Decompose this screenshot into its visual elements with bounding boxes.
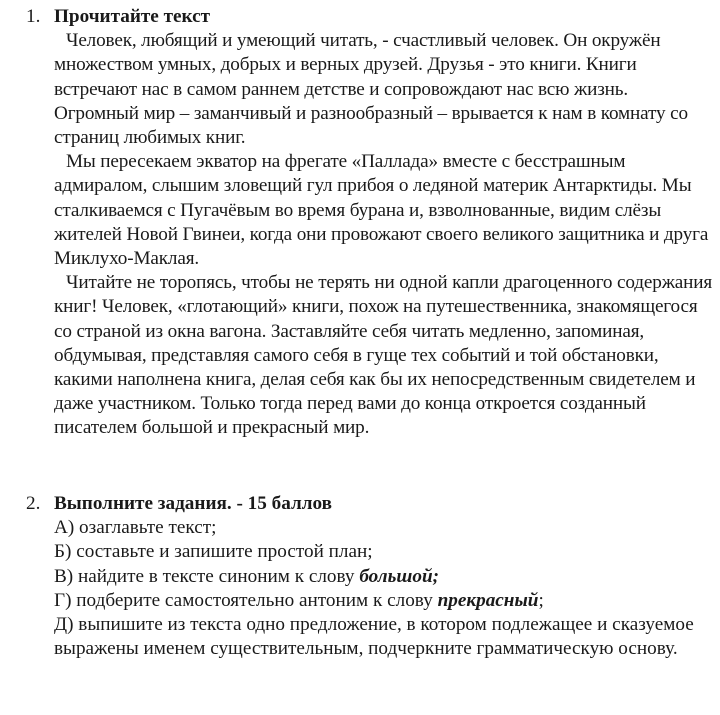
task-d: Д) выпишите из текста одно предложение, в котором подлежащее и сказуемое выражены именем существительным, подчеркните грамматическую основу.: [54, 614, 694, 660]
task-v-keyword: большой;: [359, 565, 440, 587]
task-v: [54, 565, 716, 589]
section-body: [54, 5, 716, 441]
section-heading: Прочитайте текст: [54, 6, 211, 27]
paragraph-3: Читайте не торопясь, чтобы не терять ни одной капли драгоценного содержания книг! Человек, «глотающий» книги, похож на путешественника, знакомящегося со страной из окна вагона. Заставляйте себя читать медленно, запоминая, обдумывая, представляя самого себя в гуще тех событий и той обстановки, какими наполнена книга, делая себя как бы их непосредственным свидетелем и даже участником. Только тогда перед вами до конца откроется созданный писателем большой и прекрасный мир.: [54, 272, 713, 439]
task-a: А) озаглавьте текст;: [54, 517, 217, 539]
section-number: 1.: [26, 6, 41, 27]
section-tasks: [26, 492, 716, 661]
section-heading: Выполните задания. - 15 баллов: [54, 493, 333, 514]
paragraph-1: Человек, любящий и умеющий читать, - счастливый человек. Он окружён множеством умных, добрых и верных друзей. Друзья - это книги. Книги встречают нас в самом раннем детстве и сопровождают нас всю жизнь. Огромный мир – заманчивый и разнообразный – врывается к нам в комнату со страниц любимых книг.: [54, 30, 688, 149]
task-v-text: В) найдите в тексте синоним к слову: [54, 565, 360, 587]
section-body: [54, 492, 716, 661]
section-read-text: [26, 5, 716, 441]
section-number: 2.: [26, 493, 41, 514]
paragraph-2: Мы пересекаем экватор на фрегате «Паллада» вместе с бесстрашным адмиралом, слышим зловещий гул прибоя о ледяной материк Антарктиды. Мы сталкиваемся с Пугачёвым во время бурана и, взволнованные, видим слёзы жителей Новой Гвинеи, когда они провожают своего великого защитника и друга Миклухо-Маклая.: [54, 151, 709, 270]
task-g: [54, 589, 716, 613]
task-g-text: Г) подберите самостоятельно антоним к слову: [54, 589, 438, 611]
task-g-keyword: прекрасный: [437, 589, 539, 611]
task-b: Б) составьте и запишите простой план;: [54, 541, 373, 563]
task-g-end: ;: [538, 589, 544, 611]
